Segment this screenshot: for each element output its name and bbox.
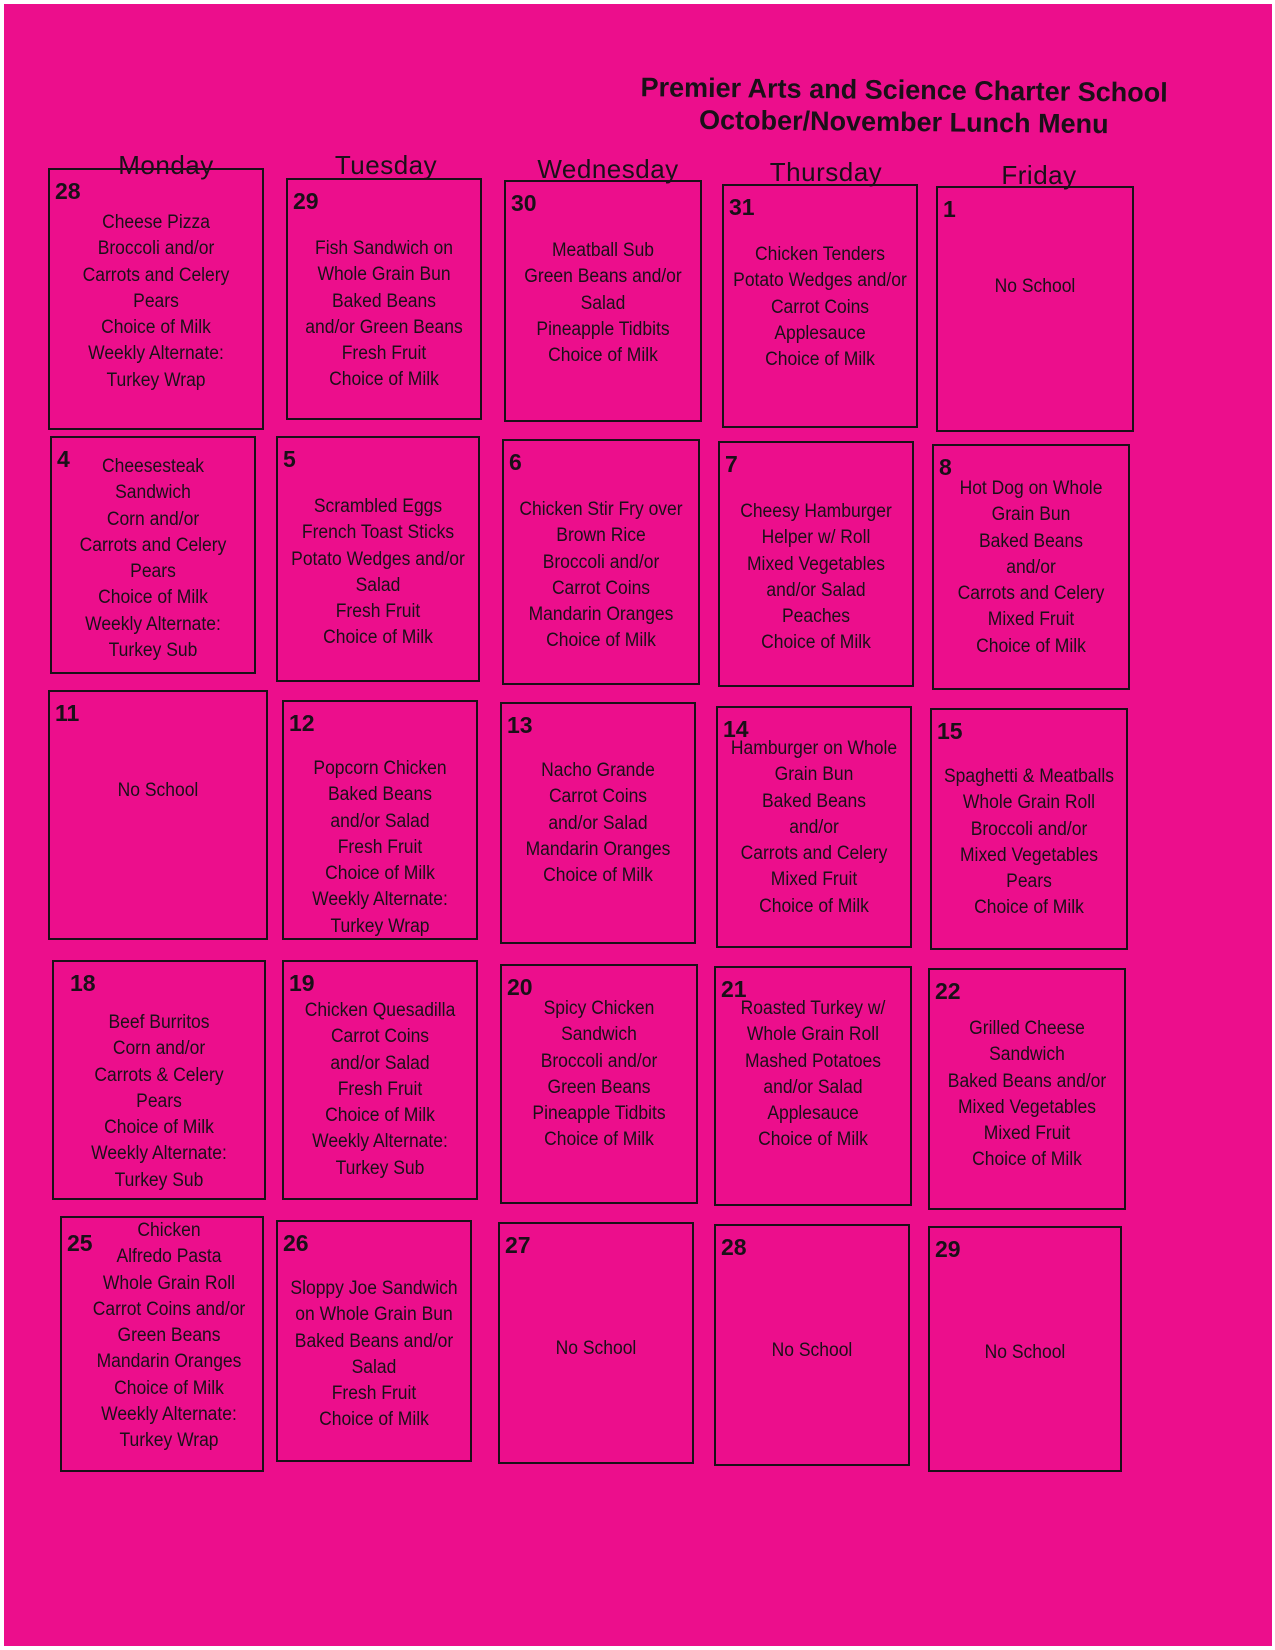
menu-item: Carrots and Celery [740, 843, 888, 865]
menu-item: Baked Beans [328, 784, 432, 806]
menu-item: Chicken Stir Fry over [519, 499, 683, 520]
menu-items [942, 476, 1120, 660]
menu-item: Hamburger on Whole [730, 738, 898, 759]
menu-item: and/or Salad [330, 1052, 430, 1074]
day-number: 8 [939, 454, 952, 480]
menu-item: Mashed Potatoes [744, 1050, 882, 1072]
menu-item: No School [984, 1342, 1066, 1363]
menu-item: Sloppy Joe Sandwich [290, 1278, 458, 1299]
menu-item: Fresh Fruit [331, 1383, 417, 1405]
menu-item: Sandwich [989, 1044, 1065, 1066]
menu-item: Whole Grain Roll [962, 792, 1096, 814]
day-cell [718, 441, 914, 687]
day-number: 19 [289, 970, 315, 996]
menu-item: Potato Wedges and/or [291, 548, 465, 570]
day-number: 1 [943, 196, 956, 222]
menu-item: No School [555, 1338, 637, 1359]
day-number: 29 [293, 188, 319, 214]
day-cell [286, 178, 482, 420]
menu-items [286, 494, 470, 652]
menu-item: Whole Grain Roll [746, 1024, 880, 1046]
menu-item: and/or [789, 816, 839, 838]
menu-item: Green Beans [547, 1076, 651, 1098]
menu-item: Baked Beans and/or [947, 1070, 1107, 1092]
menu-item: Choice of Milk [972, 1149, 1082, 1171]
menu-item: Choice of Milk [98, 587, 208, 609]
menu-item: Salad [351, 1356, 397, 1378]
menu-item: Grain Bun [991, 504, 1071, 526]
menu-item: Choice of Milk [325, 1105, 435, 1127]
menu-items [62, 1010, 255, 1194]
menu-item: Carrots and Celery [82, 264, 230, 286]
day-cell [500, 964, 698, 1204]
menu-item: Choice of Milk [761, 632, 871, 654]
menu-item: Mandarin Oranges [528, 604, 674, 626]
menu-item: Choice of Milk [104, 1117, 214, 1139]
menu-item: Choice of Milk [325, 863, 435, 885]
day-number: 15 [937, 718, 963, 744]
menu-item: Cheesesteak [101, 456, 205, 477]
menu-item: Scrambled Eggs [313, 496, 443, 517]
menu-item: Mixed Fruit [987, 609, 1075, 631]
menu-item: Salad [355, 574, 401, 596]
day-cell [932, 444, 1130, 690]
menu-item: Carrot Coins [551, 577, 651, 599]
menu-items [59, 778, 258, 804]
day-cell [52, 960, 266, 1200]
menu-items [938, 1016, 1116, 1174]
menu-item: Mixed Vegetables [960, 844, 1098, 866]
menu-item: Carrots and Celery [957, 583, 1105, 605]
day-number: 27 [505, 1232, 531, 1258]
day-cell [60, 1216, 264, 1472]
menu-items [286, 1276, 463, 1434]
menu-item: Chicken Quesadilla [304, 1000, 456, 1021]
menu-item: Applesauce [774, 322, 866, 344]
menu-item: Weekly Alternate: [91, 1143, 227, 1165]
day-number: 25 [67, 1230, 93, 1256]
menu-item: Choice of Milk [543, 865, 653, 887]
menu-item: Choice of Milk [101, 317, 211, 339]
day-number: 12 [289, 710, 315, 736]
day-cell [716, 706, 912, 948]
menu-item: Spicy Chicken [543, 998, 655, 1019]
day-number: 20 [507, 974, 533, 1000]
menu-item: Mixed Vegetables [747, 553, 885, 575]
day-cell [504, 180, 702, 422]
menu-item: Corn and/or [106, 508, 200, 530]
day-cell [930, 708, 1128, 950]
menu-item: Mixed Fruit [983, 1123, 1071, 1145]
menu-item: Beef Burritos [108, 1012, 210, 1033]
day-cell [928, 1226, 1122, 1472]
day-cell [936, 186, 1134, 432]
menu-item: on Whole Grain Bun [295, 1304, 453, 1326]
day-cell [50, 436, 256, 674]
menu-item: Carrot Coins and/or [92, 1298, 246, 1320]
menu-item: Sandwich [115, 482, 191, 504]
menu-page [4, 4, 1272, 1646]
menu-item: Hot Dog on Whole [959, 478, 1103, 499]
menu-item: Applesauce [767, 1103, 859, 1125]
menu-item: Baked Beans [979, 530, 1083, 552]
menu-item: Salad [580, 292, 626, 314]
menu-item: Carrots and Celery [79, 534, 227, 556]
menu-item: Corn and/or [112, 1038, 206, 1060]
menu-item: Turkey Wrap [106, 369, 206, 391]
menu-item: French Toast Sticks [301, 522, 455, 544]
menu-item: Turkey Sub [108, 640, 198, 662]
day-number: 31 [729, 194, 755, 220]
menu-item: Turkey Sub [114, 1169, 204, 1191]
menu-item: Cheesy Hamburger [740, 501, 892, 522]
menu-item: Broccoli and/or [540, 1050, 658, 1072]
menu-item: Weekly Alternate: [88, 343, 224, 365]
day-header-monday: Monday [118, 150, 214, 180]
menu-item: Mandarin Oranges [525, 838, 671, 860]
day-cell [714, 966, 912, 1206]
menu-item: Carrot Coins [770, 296, 870, 318]
day-number: 26 [283, 1230, 309, 1256]
menu-item: Choice of Milk [548, 345, 658, 367]
menu-items [292, 998, 469, 1182]
menu-item: Helper w/ Roll [761, 527, 871, 549]
day-number: 4 [57, 446, 70, 472]
menu-item: Choice of Milk [323, 627, 433, 649]
menu-item: Baked Beans and/or [294, 1330, 454, 1352]
menu-item: Choice of Milk [329, 369, 439, 391]
menu-item: Choice of Milk [546, 630, 656, 652]
menu-item: Sandwich [561, 1024, 637, 1046]
menu-item: Fresh Fruit [337, 1078, 423, 1100]
menu-items [726, 736, 903, 920]
menu-item: Turkey Wrap [119, 1430, 219, 1452]
menu-item: Spaghetti & Meatballs [943, 766, 1115, 787]
menu-item: Pears [130, 561, 176, 583]
menu-items [296, 236, 473, 394]
day-number: 6 [509, 449, 522, 475]
day-cell [500, 702, 696, 944]
day-number: 14 [723, 716, 749, 742]
menu-item: Brown Rice [556, 525, 646, 547]
menu-item: Green Beans and/or [524, 266, 682, 288]
menu-item: Broccoli and/or [970, 818, 1088, 840]
menu-item: Chicken Tenders [755, 244, 885, 265]
menu-items [512, 497, 690, 655]
menu-item: Mandarin Oranges [96, 1351, 242, 1373]
menu-items [940, 764, 1118, 922]
day-cell [282, 700, 478, 940]
menu-items [946, 274, 1124, 300]
menu-item: Roasted Turkey w/ [740, 998, 886, 1019]
menu-item: Peaches [781, 606, 851, 628]
menu-item: Pears [133, 290, 179, 312]
day-cell [498, 1222, 694, 1464]
menu-item: Choice of Milk [974, 897, 1084, 919]
menu-items [938, 1340, 1113, 1366]
day-cell [502, 439, 700, 685]
day-cell [722, 184, 918, 428]
day-header-tuesday: Tuesday [334, 150, 438, 180]
menu-items [724, 1338, 901, 1364]
menu-item: Green Beans [117, 1325, 221, 1347]
day-number: 30 [511, 190, 537, 216]
menu-items [728, 499, 905, 657]
menu-item: Grilled Cheese [969, 1018, 1085, 1039]
menu-item: Fresh Fruit [335, 601, 421, 623]
menu-item: and/or Salad [548, 812, 648, 834]
day-cell [276, 1220, 472, 1462]
day-number: 7 [725, 451, 738, 477]
menu-item: Meatball Sub [551, 240, 655, 261]
menu-item: Choice of Milk [759, 895, 869, 917]
menu-item: Weekly Alternate: [312, 1131, 448, 1153]
menu-item: Carrots & Celery [94, 1064, 224, 1086]
menu-items [60, 454, 246, 664]
menu-item: Mixed Fruit [770, 869, 858, 891]
menu-item: Weekly Alternate: [85, 613, 221, 635]
day-number: 5 [283, 446, 296, 472]
menu-items [724, 996, 902, 1154]
menu-item: Chicken [137, 1220, 201, 1241]
menu-item: Potato Wedges and/or [733, 270, 907, 292]
day-number: 22 [935, 978, 961, 1004]
day-cell [282, 960, 478, 1200]
menu-items [510, 758, 687, 889]
menu-item: Mixed Vegetables [958, 1096, 1096, 1118]
menu-item: and/or Green Beans [305, 316, 463, 338]
day-cell [714, 1224, 910, 1466]
day-cell [276, 436, 480, 682]
menu-item: Alfredo Pasta [116, 1246, 222, 1268]
day-number: 28 [721, 1234, 747, 1260]
menu-item: Carrot Coins [330, 1026, 430, 1048]
menu-items [732, 242, 909, 373]
menu-item: Pineapple Tidbits [532, 1103, 666, 1125]
menu-item: Baked Beans [332, 290, 436, 312]
menu-item: and/or Salad [330, 810, 430, 832]
menu-item: Turkey Sub [335, 1157, 425, 1179]
menu-item: Pears [1006, 871, 1052, 893]
menu-item: Choice of Milk [758, 1129, 868, 1151]
day-number: 18 [70, 970, 96, 996]
day-header-thursday: Thursday [769, 157, 883, 187]
menu-item: Pears [136, 1090, 182, 1112]
day-cell [48, 168, 264, 430]
menu-items [508, 1336, 685, 1362]
menu-item: Grain Bun [774, 764, 854, 786]
menu-item: Choice of Milk [319, 1409, 429, 1431]
menu-item: Weekly Alternate: [312, 889, 448, 911]
menu-item: and/or Salad [763, 1076, 863, 1098]
menu-item: Cheese Pizza [102, 212, 210, 233]
day-number: 29 [935, 1236, 961, 1262]
menu-title: October/November Lunch Menu [698, 104, 1109, 140]
menu-item: Choice of Milk [765, 349, 875, 371]
menu-items [514, 238, 692, 369]
day-number: 28 [55, 178, 81, 204]
menu-item: and/or [1006, 556, 1056, 578]
menu-item: Fresh Fruit [341, 343, 427, 365]
menu-item: Turkey Wrap [330, 915, 430, 937]
menu-item: Pineapple Tidbits [536, 318, 670, 340]
menu-item: Popcorn Chicken [313, 758, 447, 779]
day-header-wednesday: Wednesday [537, 154, 679, 184]
menu-item: No School [994, 276, 1076, 297]
page-title [604, 71, 1205, 141]
menu-item: and/or Salad [766, 579, 866, 601]
day-cell [48, 690, 268, 940]
menu-items [292, 756, 469, 940]
day-header-friday: Friday [1001, 160, 1077, 190]
menu-item: Weekly Alternate: [101, 1404, 237, 1426]
menu-items [83, 1218, 254, 1455]
day-number: 11 [55, 700, 80, 726]
menu-items [510, 996, 688, 1154]
menu-items [58, 210, 253, 394]
menu-item: Whole Grain Bun [317, 264, 451, 286]
menu-item: Baked Beans [762, 790, 866, 812]
menu-item: No School [771, 1340, 853, 1361]
day-cell [928, 968, 1126, 1210]
menu-item: Whole Grain Roll [102, 1272, 236, 1294]
day-number: 13 [507, 712, 533, 738]
menu-item: Fresh Fruit [337, 836, 423, 858]
menu-item: Choice of Milk [114, 1377, 224, 1399]
menu-item: Carrot Coins [548, 786, 648, 808]
menu-item: Nacho Grande [541, 760, 655, 781]
day-number: 21 [721, 976, 747, 1002]
menu-item: No School [117, 780, 199, 801]
menu-item: Choice of Milk [976, 635, 1086, 657]
menu-item: Broccoli and/or [542, 551, 660, 573]
menu-item: Broccoli and/or [97, 238, 215, 260]
menu-item: Choice of Milk [544, 1129, 654, 1151]
menu-item: Fish Sandwich on [315, 238, 453, 259]
school-name: Premier Arts and Science Charter School [640, 72, 1168, 108]
